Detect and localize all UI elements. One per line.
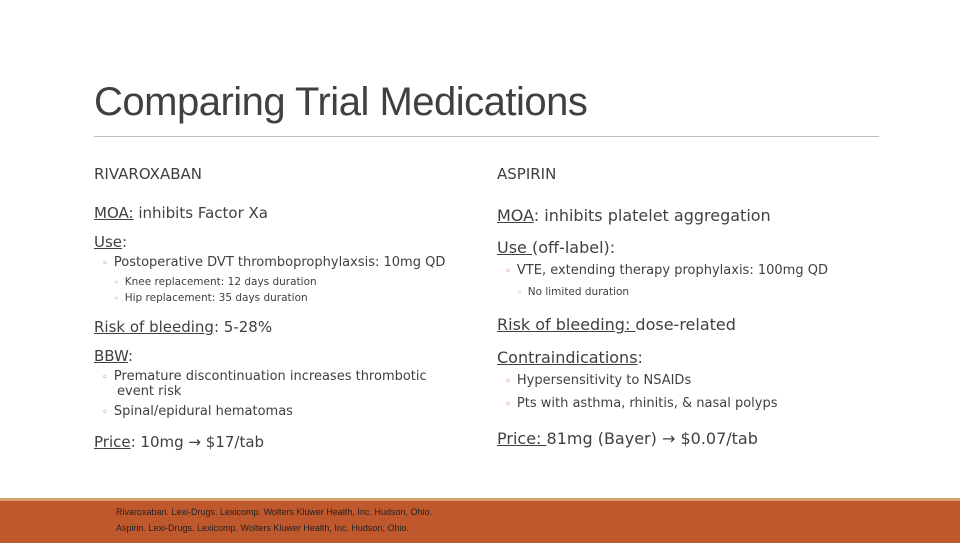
aspirin-risk	[497, 315, 736, 334]
moa-text: inhibits Factor Xa	[133, 204, 268, 222]
rivaroxaban-price	[94, 433, 264, 451]
bbw-bullet-continuation: event risk	[117, 384, 182, 399]
bbw-colon: :	[128, 347, 134, 365]
use-sub-item	[114, 292, 308, 304]
aspirin-price	[497, 429, 758, 448]
bullet-icon: ◦	[102, 372, 108, 383]
contra-label: Contraindications	[497, 348, 638, 367]
arrow-right-icon: →	[188, 433, 201, 451]
bullet-icon: ◦	[114, 294, 119, 303]
bullet-icon: ◦	[505, 266, 511, 277]
bullet-icon: ◦	[517, 288, 522, 297]
bbw-bullet-text: Spinal/epidural hematomas	[113, 404, 293, 419]
moa-label: MOA:	[94, 204, 134, 222]
contra-bullet-text: Pts with asthma, rhinitis, & nasal polyps	[516, 396, 778, 411]
title-divider	[94, 136, 879, 137]
citation: Rivaroxaban. Lexi-Drugs. Lexicomp. Wolters Kluwer Health, Inc. Hudson, Ohio.	[116, 507, 432, 517]
use-sub-text: Hip replacement: 35 days duration	[124, 292, 308, 304]
rivaroxaban-risk	[94, 318, 272, 336]
aspirin-moa	[497, 206, 771, 225]
rivaroxaban-moa	[94, 204, 268, 222]
arrow-right-icon: →	[661, 429, 676, 448]
rivaroxaban-use	[94, 233, 127, 251]
contra-bullet-text: Hypersensitivity to NSAIDs	[516, 373, 692, 388]
price-label: Price	[94, 433, 131, 451]
use-sub-item	[114, 276, 317, 288]
price-value: $17/tab	[205, 433, 265, 451]
price-value: $0.07/tab	[680, 429, 758, 448]
use-label: Use	[94, 233, 123, 251]
bbw-bullet	[102, 404, 293, 419]
bbw-bullet-text: Premature discontinuation increases thrombotic	[113, 369, 427, 384]
price-label: Price:	[497, 429, 547, 448]
bbw-bullet	[102, 369, 427, 384]
rivaroxaban-heading: RIVAROXABAN	[94, 165, 202, 183]
use-bullet-text: VTE, extending therapy prophylaxis: 100mg QD	[516, 263, 828, 278]
bullet-icon: ◦	[505, 376, 511, 387]
rivaroxaban-bbw	[94, 347, 133, 365]
risk-text: dose-related	[635, 315, 736, 334]
risk-text: : 5-28%	[213, 318, 273, 336]
aspirin-contraindications	[497, 348, 643, 367]
aspirin-use	[497, 238, 615, 257]
slide-title: Comparing Trial Medications	[94, 80, 588, 124]
citation: Aspirin. Lexi-Drugs. Lexicomp. Wolters Kluwer Health, Inc. Hudson, Ohio.	[116, 523, 409, 533]
footer-bar	[0, 498, 960, 543]
bullet-icon: ◦	[102, 258, 108, 269]
risk-label: Risk of bleeding:	[497, 315, 636, 334]
use-label: Use	[497, 238, 532, 257]
use-bullet-text: Postoperative DVT thromboprophylaxsis: 10mg QD	[113, 255, 446, 270]
moa-label: MOA	[497, 206, 534, 225]
contra-bullet	[505, 396, 778, 411]
use-colon: :	[122, 233, 128, 251]
bullet-icon: ◦	[102, 407, 108, 418]
aspirin-heading: ASPIRIN	[497, 165, 557, 183]
use-bullet	[505, 263, 828, 278]
risk-label: Risk of bleeding	[94, 318, 214, 336]
use-text: (off-label):	[531, 238, 616, 257]
use-sub-item	[517, 286, 629, 298]
moa-text: : inhibits platelet aggregation	[533, 206, 771, 225]
contra-bullet	[505, 373, 691, 388]
bullet-icon: ◦	[505, 399, 511, 410]
bbw-label: BBW	[94, 347, 128, 365]
price-text: : 10mg	[130, 433, 184, 451]
contra-colon: :	[637, 348, 643, 367]
bullet-icon: ◦	[114, 278, 119, 287]
use-sub-text: No limited duration	[527, 286, 630, 298]
use-sub-text: Knee replacement: 12 days duration	[124, 276, 317, 288]
price-text: 81mg (Bayer)	[546, 429, 657, 448]
use-bullet	[102, 255, 445, 270]
